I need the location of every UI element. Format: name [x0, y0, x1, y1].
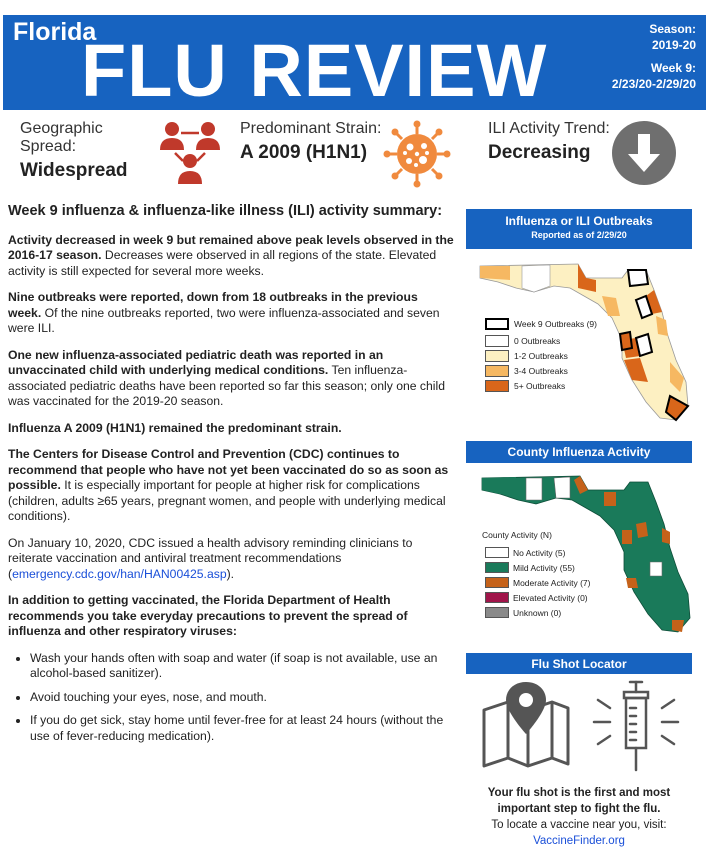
outbreaks-panel-header — [466, 209, 692, 249]
county-legend-title: County Activity (N) — [482, 530, 552, 540]
down-arrow-icon — [611, 120, 677, 186]
summary-paragraph-6: On January 10, 2020, CDC issued a health advisory reminding clinicians to reiterate vaccination and antiviral treatment recommendations (emergency.cdc.gov/han/HAN00425.asp). — [8, 535, 413, 581]
summary-paragraph-5: The Centers for Disease Control and Prevention (CDC) continues to recommend that people who have not yet been vaccinated do so as soon as possible. It is especially important for people at higher risk for complications (children, adults ≥65 years, pregnant women, and people with underlying medical conditions). — [8, 447, 449, 523]
vaccinefinder-link[interactable]: VaccineFinder.org — [533, 835, 625, 847]
outbreaks-legend-item: 3-4 Outbreaks — [485, 365, 568, 377]
county-legend-item: No Activity (5) — [485, 547, 565, 558]
summary-paragraph-4: Influenza A 2009 (H1N1) remained the predominant strain. — [8, 420, 342, 435]
county-legend-item: Elevated Activity (0) — [485, 592, 588, 603]
trend-label: ILI Activity Trend: — [488, 120, 610, 137]
outbreaks-legend-item: Week 9 Outbreaks (9) — [485, 318, 597, 330]
outbreaks-legend-item: 5+ Outbreaks — [485, 380, 565, 392]
activity-summary — [8, 204, 454, 752]
outbreaks-title: Influenza or ILI Outbreaks — [505, 214, 653, 228]
locator-line-3: To locate a vaccine near you, visit: — [491, 819, 667, 831]
county-panel-header — [466, 441, 692, 463]
locator-line-1: Your flu shot is the first and most — [487, 787, 671, 799]
week-range: 2/23/20-2/29/20 — [611, 77, 696, 91]
summary-paragraph-3: One new influenza-associated pediatric death was reported in an unvaccinated child with underlying medical conditions. Ten influenza-associated pediatric deaths have been reported so far this season; only one child was vaccinated for the 2019-20 season. — [8, 347, 445, 408]
locator-message — [466, 785, 692, 849]
outbreaks-legend-item: 0 Outbreaks — [485, 335, 560, 347]
county-legend-item: Mild Activity (55) — [485, 562, 575, 573]
locator-line-2: important step to fight the flu. — [497, 803, 661, 815]
report-title: FLU REVIEW — [81, 29, 548, 112]
header-banner — [3, 15, 706, 110]
outbreaks-subtitle: Reported as of 2/29/20 — [531, 230, 627, 240]
precautions-list — [8, 651, 454, 745]
summary-heading: Week 9 influenza & influenza-like illness (ILI) activity summary: — [8, 203, 443, 219]
strain-value: A 2009 (H1N1) — [240, 142, 368, 163]
list-item: • Wash your hands often with soap and water (if soap is not available, use an alcohol-based sanitizer). — [30, 651, 454, 682]
people-network-icon — [159, 120, 221, 186]
county-legend-item: Unknown (0) — [485, 607, 561, 618]
han-link[interactable]: emergency.cdc.gov/han/HAN00425.asp — [12, 566, 227, 581]
state-title: Florida — [13, 18, 97, 46]
virus-icon — [383, 120, 451, 188]
locator-title: Flu Shot Locator — [531, 657, 627, 671]
county-legend-item: Moderate Activity (7) — [485, 577, 590, 588]
spread-label: Geographic Spread: — [20, 120, 103, 155]
list-item: • Avoid touching your eyes, nose, and mouth. — [30, 690, 454, 706]
season-info — [612, 21, 696, 92]
county-title: County Influenza Activity — [507, 445, 651, 459]
summary-paragraph-7: In addition to getting vaccinated, the Florida Department of Health recommends you take everyday precautions to prevent the spread of influenza and other respiratory viruses: — [8, 593, 408, 638]
predominant-strain — [240, 120, 390, 190]
syringe-icon — [588, 678, 684, 774]
summary-paragraph-1: Activity decreased in week 9 but remained above peak levels observed in the 2016-17 season. Decreases were observed in all regions of the state. Elevated activity is still expected for several more weeks. — [8, 232, 454, 278]
season-value: 2019-20 — [651, 38, 696, 52]
week-label: Week 9: — [650, 61, 696, 75]
ili-activity-trend — [488, 120, 618, 190]
map-pin-icon — [478, 680, 574, 770]
locator-panel-header — [466, 653, 692, 674]
spread-value: Widespread — [20, 160, 128, 181]
strain-label: Predominant Strain: — [240, 120, 382, 137]
season-label: Season: — [649, 22, 696, 36]
trend-value: Decreasing — [488, 142, 591, 163]
list-item: • If you do get sick, stay home until fever-free for at least 24 hours (without the use of fever-reducing medication). — [30, 713, 454, 744]
summary-paragraph-2: Nine outbreaks were reported, down from 18 outbreaks in the previous week. Of the nine outbreaks reported, two were influenza-associated and seven were ILI. — [8, 290, 440, 335]
geographic-spread — [20, 120, 160, 190]
outbreaks-legend-item: 1-2 Outbreaks — [485, 350, 568, 362]
